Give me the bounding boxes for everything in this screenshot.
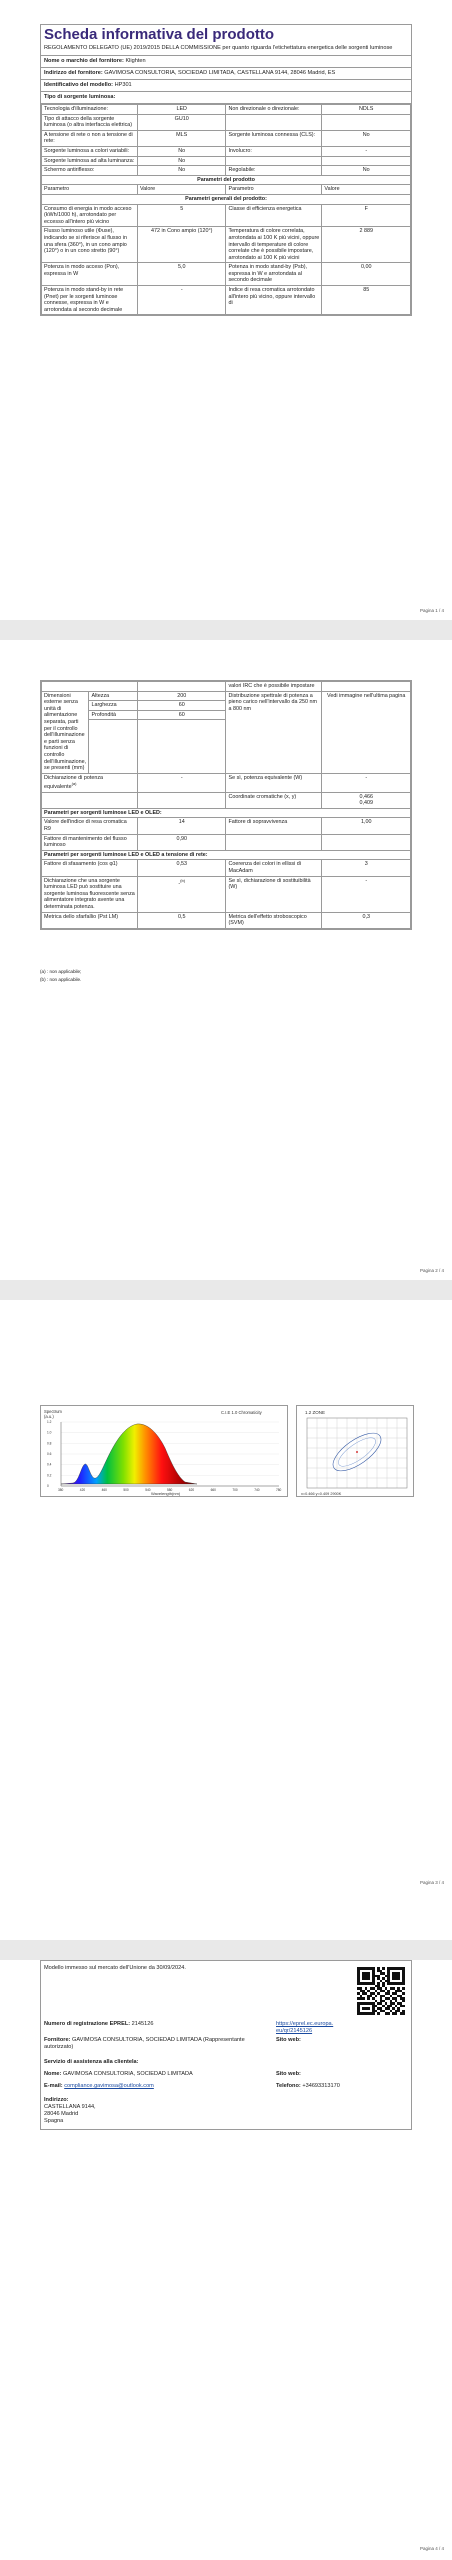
param-value: 3 — [322, 860, 411, 876]
param-value — [322, 834, 411, 850]
page-2 — [0, 640, 452, 1280]
param-value: No — [322, 166, 411, 176]
param-label — [226, 156, 322, 166]
param-value: - — [137, 286, 226, 315]
dimensions-row — [42, 691, 411, 773]
page-title: Scheda informativa del prodotto — [44, 26, 275, 43]
supplier-address-row: Indirizzo del fornitore: GAVIMOSA CONSULTORIA, SOCIEDAD LIMITADA, CASTELLANA 9144, 28046 Madrid, ES — [41, 68, 411, 80]
eprel-link[interactable]: https://eprel.ec.europa.eu/qr/2145126 — [276, 2021, 334, 2034]
model-row: Identificativo del modello: HP301 — [41, 80, 411, 92]
chromaticity-row: Coordinate cromatiche (x, y) 0,466 0,409 — [42, 792, 411, 808]
eprel-row: Numero di registrazione EPREL: 2145126 — [44, 2021, 154, 2027]
equivalent-power-row: Dichiarazione di potenza equivalente$^{(a)}$ - Se sì, potenza equivalente (W) - — [42, 773, 411, 792]
general-params-header: Parametri generali del prodotto: — [42, 194, 411, 204]
x-tick-label: 580 — [167, 1488, 173, 1492]
type-row — [42, 114, 411, 130]
param-value: F — [322, 204, 411, 227]
led-row — [42, 834, 411, 850]
chromaticity-coords: 0,466 0,409 — [322, 792, 411, 808]
footnote-b: (b) : non applicabile. — [40, 977, 82, 982]
param-value: MLS — [137, 130, 226, 146]
x-tick-label: 780 — [276, 1488, 282, 1492]
website2-label: Sito web: — [276, 2071, 301, 2077]
address-block: Indirizzo: CASTELLANA 9144, 28046 Madrid Spagna — [44, 2097, 96, 2124]
mains-row — [42, 860, 411, 876]
dimension-value: 60 — [138, 701, 226, 711]
general-row — [42, 204, 411, 227]
spectral-value: Vedi immagine nell'ultima pagina — [322, 691, 411, 773]
x-tick-label: 380 — [58, 1488, 64, 1492]
param-value: 14 — [137, 818, 226, 834]
y-tick-label: 0.8 — [47, 1441, 52, 1446]
led-row — [42, 818, 411, 834]
param-value: 0,3 — [322, 912, 411, 928]
param-label: Potenza in modo stand-by in rete (Pnet) per le sorgenti luminose connesse, espressa in W e arrotondata al secondo decimale — [42, 286, 138, 315]
x-tick-label: 700 — [232, 1488, 238, 1492]
cie-footer: x=0.466 y=0.409 2900K — [301, 1492, 342, 1496]
spectrum-yunit: (a.u.) — [44, 1414, 54, 1419]
param-label — [226, 834, 322, 850]
param-label: Potenza in modo acceso (Pon), espressa in W — [42, 263, 138, 286]
service-header: Servizio di assistenza alla clientela: — [44, 2059, 139, 2065]
dimension-name: Altezza — [89, 692, 136, 702]
dimension-value: 200 — [138, 692, 226, 702]
param-label: Metrica dello sfarfallio (Pst LM) — [42, 912, 138, 928]
y-tick-label: 0.2 — [47, 1473, 52, 1478]
cie-diagram — [296, 1405, 414, 1497]
param-label: Se sì, dichiarazione di sostituibilità (W) — [226, 876, 322, 912]
y-tick-label: 0.6 — [47, 1452, 52, 1456]
param-value: 5,0 — [137, 263, 226, 286]
param-label: Metrica dell'effetto stroboscopico (SVM) — [226, 912, 322, 928]
page-1 — [0, 0, 452, 620]
mains-params-header: Parametri per sorgenti luminose LED e OLED a tensione di rete: — [42, 850, 411, 860]
general-row — [42, 263, 411, 286]
type-row — [42, 105, 411, 115]
mains-row — [42, 876, 411, 912]
name-row: Nome: GAVIMOSA CONSULTORIA, SOCIEDAD LIMITADA — [44, 2071, 193, 2077]
x-tick-label: 740 — [254, 1488, 260, 1492]
supplier-row: Fornitore: GAVIMOSA CONSULTORIA, SOCIEDAD LIMITADA (Rappresentante autorizzato) — [44, 2037, 245, 2050]
param-label: Consumo di energia in modo acceso (kWh/1000 h), arrotondato per eccesso all'intero più vicino — [42, 204, 138, 227]
email-row: E-mail: compliance.gavimosa@outlook.com — [44, 2083, 154, 2089]
param-value: - — [322, 146, 411, 156]
param-value: No — [137, 166, 226, 176]
dimension-name: Larghezza — [89, 701, 136, 711]
param-value — [322, 156, 411, 166]
type-row — [42, 130, 411, 146]
type-row — [42, 166, 411, 176]
spectrum-legend: C.I.E 1.0 Chromaticity — [221, 1410, 262, 1415]
product-sheet-frame — [40, 24, 412, 316]
website-label: Sito web: — [276, 2037, 301, 2043]
page-number: Pagina 1 / 4 — [419, 608, 444, 613]
page-number: Pagina 3 / 4 — [419, 1880, 444, 1885]
registration-frame — [40, 1960, 412, 2130]
param-value: -$^{(b)}$ — [137, 876, 226, 912]
param-value: 472 in Cono ampio (120°) — [137, 227, 226, 263]
product-sheet-frame-cont — [40, 680, 412, 930]
param-label: Sorgente luminosa connessa (CLS): — [226, 130, 322, 146]
email-link[interactable]: compliance.gavimosa@outlook.com — [64, 2083, 154, 2089]
supplier-address: GAVIMOSA CONSULTORIA, SOCIEDAD LIMITADA, CASTELLANA 9144, 28046 Madrid, ES — [104, 70, 336, 76]
dimension-name: Profondità — [89, 711, 136, 721]
y-tick-label: 1.0 — [47, 1430, 52, 1435]
param-value: No — [137, 146, 226, 156]
param-label: Classe di efficienza energetica — [226, 204, 322, 227]
x-tick-label: 500 — [123, 1488, 129, 1492]
spectrum-ylabel: Spectrum — [44, 1409, 62, 1414]
mains-row — [42, 912, 411, 928]
general-row — [42, 286, 411, 315]
cie-label: 1.2 ZONE — [305, 1410, 326, 1415]
led-params-header: Parametri per sorgenti luminose LED e OLED: — [42, 808, 411, 818]
param-label: Fattore di sfasamento (cos φ1) — [42, 860, 138, 876]
param-label: Fattore di mantenimento del flusso luminoso — [42, 834, 138, 850]
regulation-text: REGOLAMENTO DELEGATO (UE) 2019/2015 DELLA COMMISSIONE per quanto riguarda l'etichettatura energetica delle sorgenti luminose — [41, 45, 411, 56]
param-label: Fattore di sopravvivenza — [226, 818, 322, 834]
param-label: Regolabile: — [226, 166, 322, 176]
page-3 — [0, 1300, 452, 1940]
x-tick-label: 660 — [210, 1488, 216, 1492]
param-label: A tensione di rete o non a tensione di rete: — [42, 130, 138, 146]
supplier-name-row: Nome o marchio del fornitore: Klighten — [41, 56, 411, 68]
param-label: Dichiarazione che una sorgente luminosa LED può sostituire una sorgente luminosa fluorescente senza alimentatore integrato avente una determinata potenza. — [42, 876, 138, 912]
param-value: 2 889 — [322, 227, 411, 263]
y-tick-label: 0.4 — [47, 1462, 52, 1467]
spectral-label: Distribuzione spettrale di potenza a pieno carico nell'intervallo da 250 nm a 800 nm — [226, 691, 322, 773]
product-params-header: Parametri del prodotto — [42, 175, 411, 185]
param-value: No — [137, 156, 226, 166]
param-label: Valore dell'indice di resa cromatica R9 — [42, 818, 138, 834]
param-label: Indice di resa cromatica arrotondato all'intero più vicino, oppure intervallo di — [226, 286, 322, 315]
y-tick-label: 0 — [47, 1484, 49, 1488]
param-value: 0,5 — [137, 912, 226, 928]
dimension-value: 60 — [138, 711, 226, 721]
param-value: 0,53 — [137, 860, 226, 876]
params-table-cont: valori IRC che è possibile impostare Dimensioni esterne senza unità di alimentazione separata, parti per il controllo dell'illuminazione e parti senza funzioni di controllo dell'illuminazione, se presenti (mm) Altezza Larghezza Profondità 200 60 60 Distribuzione spettrale di potenza a pieno carico nell'intervallo da 250 nm a 800 nm Vedi immagine nell'ultima pagina Dichiarazione di potenza equivalente$^{(a)}$ - Se sì, potenza equivalente (W) - Coordinate cromatiche (x, y) 0,466 0,409 Parametri per sorgenti luminose LED e OLED: Valore dell'indice di resa cromatica R9 14 Fattore di sopravvivenza 1,00 Fattore di mantenimento del flusso luminoso 0,90 Parametri per sorgenti luminose LED e OLED a tensione di rete: Fattore di sfasamento (cos φ1) 0,53 Coerenza dei colori in ellissi di MacAdam 3 Dichiarazione che una sorgente luminosa LED può sostituire una sorgente luminosa fluorescente senza alimentatore integrato avente una determinata potenza. -$^{(b)}$ Se sì, dichiarazione di sostituibilità (W) - Metrica dello sfarfallio (Pst LM) 0,5 Metrica dell'effetto stroboscopico (SVM) 0,3 — [41, 681, 411, 929]
param-label: Temperatura di colore correlata, arrotondata ai 100 K più vicini, oppure intervallo di temperature di colore correlate che è possibile impostare, arrotondato ai 100 K più vicini — [226, 227, 322, 263]
param-label: Involucro: — [226, 146, 322, 156]
param-label: Non direzionale o direzionale: — [226, 105, 322, 115]
type-row — [42, 156, 411, 166]
x-tick-label: 460 — [101, 1488, 107, 1492]
param-value: GU10 — [137, 114, 226, 130]
param-value: LED — [137, 105, 226, 115]
param-value: - — [322, 876, 411, 912]
market-date: Modello immesso sul mercato dell'Unione da 30/09/2024. — [44, 1965, 186, 1971]
spectrum-svg — [41, 1406, 289, 1498]
y-tick-label: 1.2 — [47, 1420, 52, 1424]
param-label: Sorgente luminosa a colori variabili: — [42, 146, 138, 156]
param-value: 0,00 — [322, 263, 411, 286]
param-value: NDLS — [322, 105, 411, 115]
x-tick-label: 420 — [79, 1488, 86, 1492]
x-tick-label: 620 — [188, 1488, 195, 1492]
param-value: 0,90 — [137, 834, 226, 850]
param-label — [226, 114, 322, 130]
param-value: No — [322, 130, 411, 146]
column-headers: Parametro Valore Parametro Valore — [42, 185, 411, 195]
param-label: Tecnologia d'illuminazione: — [42, 105, 138, 115]
param-label: Schermo antiriflesso: — [42, 166, 138, 176]
param-value: 85 — [322, 286, 411, 315]
eprel-number: 2145126 — [131, 2021, 154, 2027]
param-value: 1,00 — [322, 818, 411, 834]
model-id: HP301 — [114, 82, 132, 88]
param-label: Potenza in modo stand-by (Psb), espressa in W e arrotondata al secondo decimale — [226, 263, 322, 286]
param-label: Flusso luminoso utile (Φuse), indicando se si riferisce al flusso in una sfera (360°), in un cono ampio (120°) o in un cono stretto (90°) — [42, 227, 138, 263]
param-label: Sorgente luminosa ad alta luminanza: — [42, 156, 138, 166]
type-row — [42, 146, 411, 156]
type-header: Tipo di sorgente luminosa: — [41, 92, 411, 104]
cie-svg — [297, 1406, 415, 1498]
page-number: Pagina 2 / 4 — [419, 1268, 444, 1273]
dimensions-label: Dimensioni esterne senza unità di alimentazione separata, parti per il controllo dell'illuminazione e parti senza funzioni di controllo dell'illuminazione, se presenti (mm) — [42, 692, 89, 773]
x-tick-label: 540 — [145, 1488, 151, 1492]
qr-code — [357, 1967, 405, 2015]
page-4 — [0, 1960, 452, 2560]
page-number: Pagina 4 / 4 — [419, 2546, 444, 2551]
general-row — [42, 227, 411, 263]
type-table — [41, 104, 411, 315]
param-value: 5 — [137, 204, 226, 227]
spectrum-xlabel: Wavelength(nm) — [151, 1491, 181, 1496]
footnote-ref: (b) — [180, 877, 186, 883]
param-label: Coerenza dei colori in ellissi di MacAdam — [226, 860, 322, 876]
spectrum-chart — [40, 1405, 288, 1497]
param-label: Tipo di attacco della sorgente luminosa (o altra interfaccia elettrica) — [42, 114, 138, 130]
footnote-a: (a) : non applicabile; — [40, 969, 82, 974]
phone-row: Telefono: +34693313170 — [276, 2083, 340, 2089]
param-value — [322, 114, 411, 130]
supplier-name: Klighten — [125, 58, 146, 64]
